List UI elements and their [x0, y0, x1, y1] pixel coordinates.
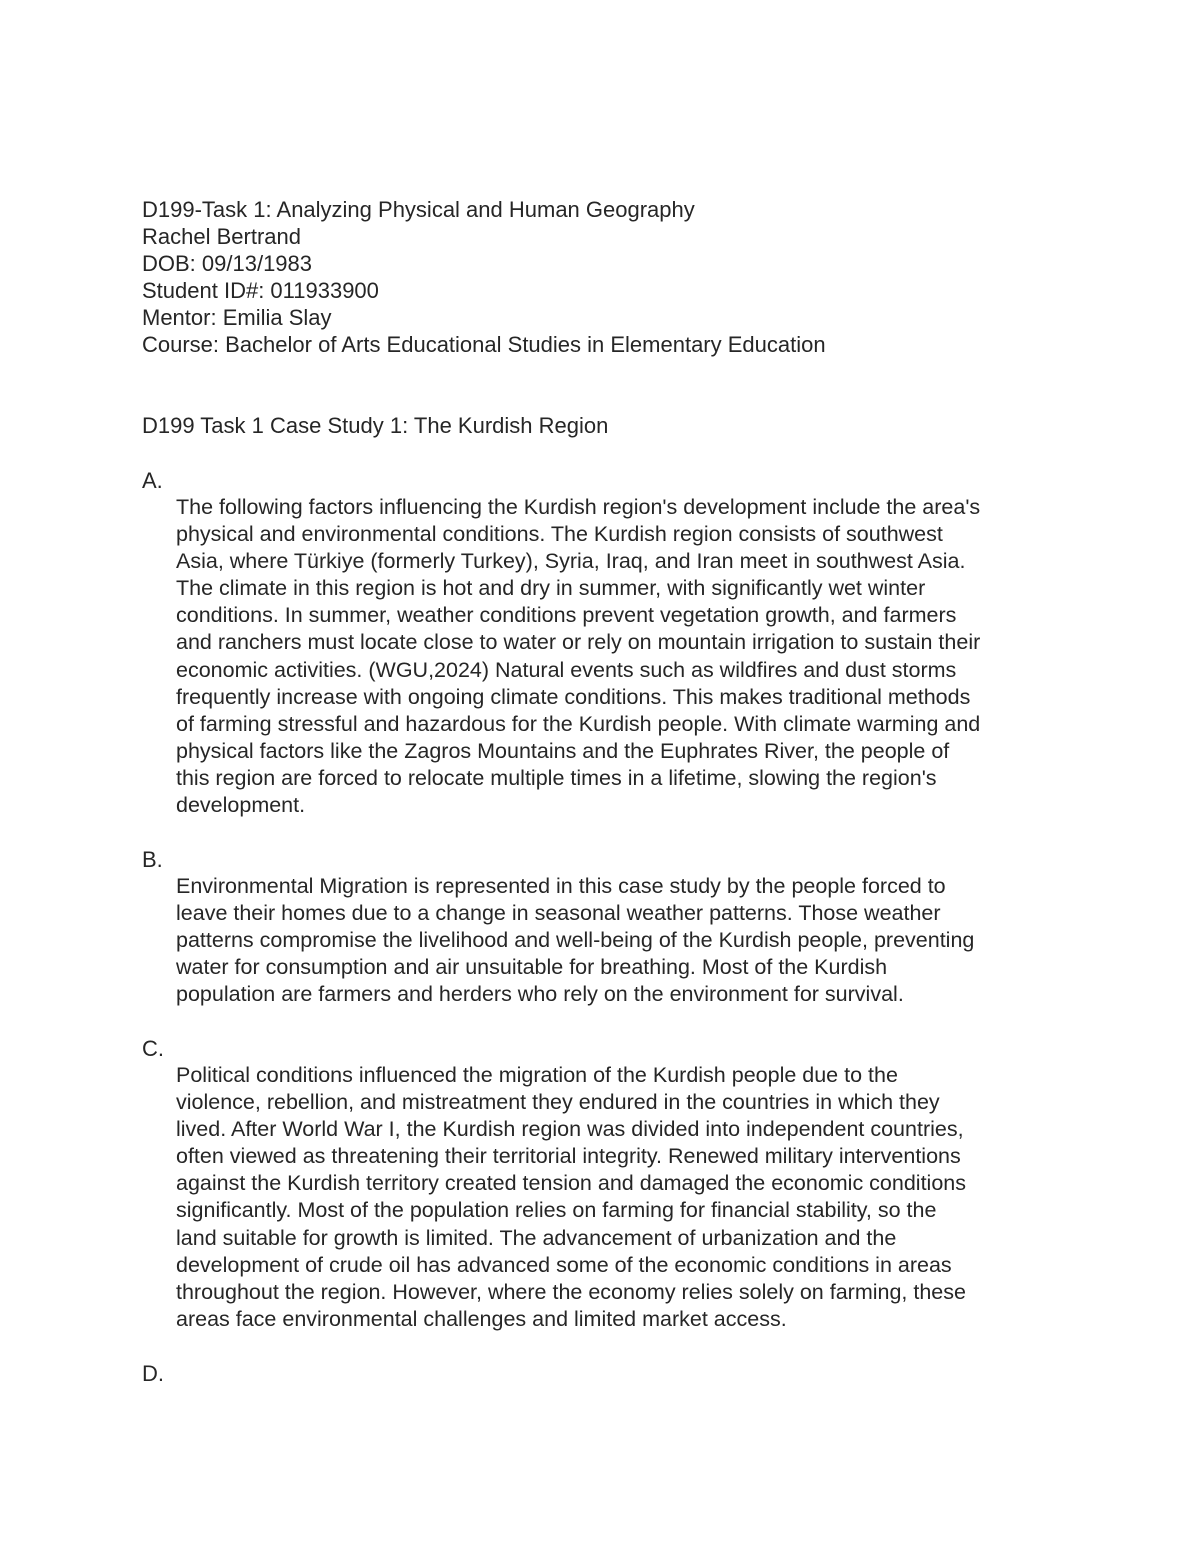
- section-c-line: throughout the region. However, where the economy relies solely on farming, these: [176, 1279, 966, 1304]
- section-c-line: violence, rebellion, and mistreatment they endured in the countries in which they: [176, 1090, 940, 1115]
- section-c-line: often viewed as threatening their territorial integrity. Renewed military interventions: [176, 1144, 961, 1169]
- section-b-line: water for consumption and air unsuitable for breathing. Most of the Kurdish: [176, 955, 888, 980]
- section-c-line: Political conditions influenced the migration of the Kurdish people due to the: [176, 1063, 898, 1087]
- section-b-line: leave their homes due to a change in seasonal weather patterns. Those weather: [176, 901, 941, 926]
- section-a-line: physical factors like the Zagros Mountains and the Euphrates River, the people of: [176, 738, 950, 763]
- section-a-line: of farming stressful and hazardous for the Kurdish people. With climate warming and: [176, 711, 981, 736]
- assignment-title: D199-Task 1: Analyzing Physical and Human Geography: [142, 197, 695, 222]
- section-c-label: C.: [142, 1036, 164, 1061]
- section-a-line: development.: [176, 793, 306, 818]
- document-header: [142, 196, 1102, 358]
- section-a-line: and ranchers must locate close to water or rely on mountain irrigation to sustain their: [176, 630, 981, 655]
- section-d-label: D.: [142, 1361, 164, 1386]
- section-c-line: land suitable for growth is limited. The advancement of urbanization and the: [176, 1225, 897, 1250]
- section-a-line: The climate in this region is hot and dry in summer, with significantly wet winter: [176, 576, 926, 601]
- section-c-line: development of crude oil has advanced some of the economic conditions in areas: [176, 1252, 952, 1277]
- section-b-label: B.: [142, 847, 163, 872]
- section-a-line: Asia, where Türkiye (formerly Turkey), Syria, Iraq, and Iran meet in southwest Asia.: [176, 549, 966, 574]
- mentor-name: Mentor: Emilia Slay: [142, 305, 332, 330]
- section-c-line: lived. After World War I, the Kurdish region was divided into independent countries,: [176, 1117, 964, 1142]
- section-c-line: against the Kurdish territory created tension and damaged the economic conditions: [176, 1171, 966, 1196]
- section-a-line: economic activities. (WGU,2024) Natural events such as wildfires and dust storms: [176, 657, 957, 682]
- section-c-body: [176, 1062, 1076, 1333]
- section-b-line: population are farmers and herders who rely on the environment for survival.: [176, 982, 904, 1007]
- section-a-line: conditions. In summer, weather conditions prevent vegetation growth, and farmers: [176, 603, 957, 628]
- student-id: Student ID#: 011933900: [142, 278, 379, 303]
- student-name: Rachel Bertrand: [142, 224, 301, 249]
- section-a-line: physical and environmental conditions. The Kurdish region consists of southwest: [176, 522, 943, 547]
- student-dob: DOB: 09/13/1983: [142, 251, 313, 276]
- course-name: Course: Bachelor of Arts Educational Studies in Elementary Education: [142, 332, 826, 357]
- section-a-line: The following factors influencing the Kurdish region's development include the area's: [176, 495, 981, 519]
- section-a-line: this region are forced to relocate multiple times in a lifetime, slowing the region's: [176, 765, 937, 790]
- section-a-line: frequently increase with ongoing climate conditions. This makes traditional methods: [176, 684, 971, 709]
- section-c-line: significantly. Most of the population relies on farming for financial stability, so the: [176, 1198, 937, 1223]
- section-b-line: Environmental Migration is represented in this case study by the people forced to: [176, 874, 946, 898]
- section-b-body: [176, 873, 1076, 1008]
- section-a-body: [176, 494, 1076, 819]
- section-c-line: areas face environmental challenges and limited market access.: [176, 1306, 787, 1331]
- section-b-line: patterns compromise the livelihood and well-being of the Kurdish people, preventing: [176, 928, 975, 953]
- section-a-label: A.: [142, 468, 163, 493]
- case-study-title: D199 Task 1 Case Study 1: The Kurdish Region: [142, 413, 609, 438]
